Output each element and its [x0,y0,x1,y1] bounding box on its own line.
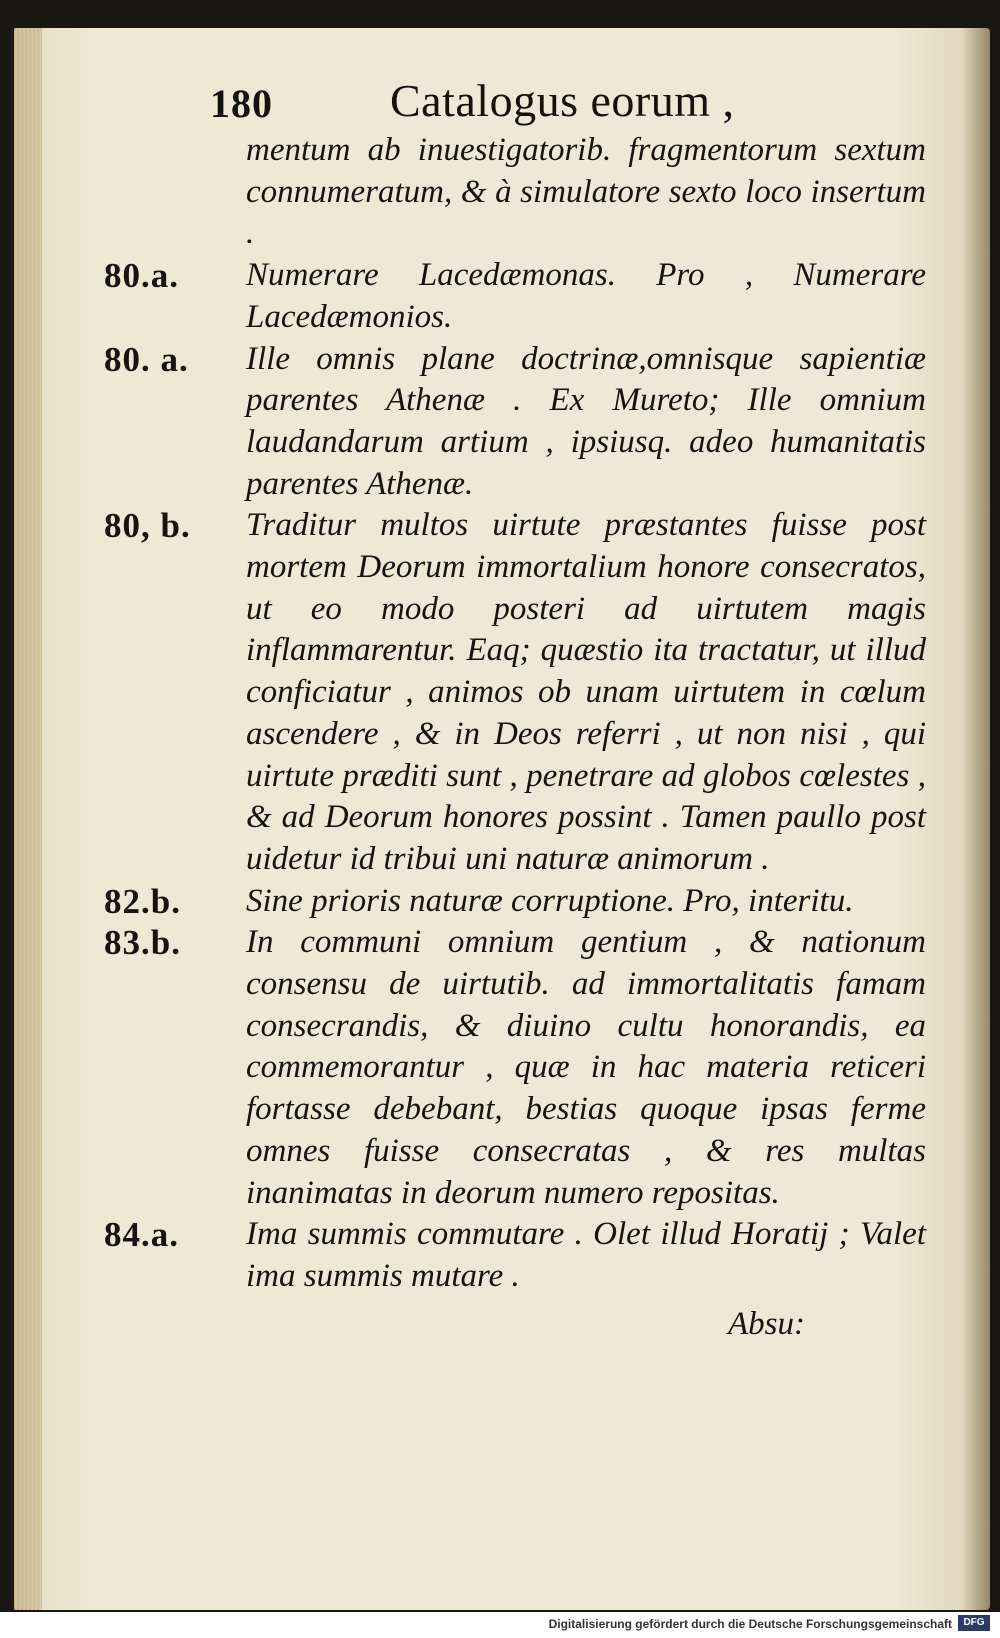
entry-reference: 82.b. [104,881,181,921]
entry-83b [104,922,926,1214]
entry-80b [104,505,926,880]
entry-reference: 83.b. [104,923,181,963]
entry-text: Sine prioris naturæ corruptione. Pro, interitu. [246,882,854,919]
page-edge-left [14,28,42,1610]
entry-text: Numerare Lacedæmonas. Pro , Numerare Lacedæmonios. [246,257,926,335]
digitization-credit: Digitalisierung gefördert durch die Deutsche Forschungsgemeinschaft [548,1617,952,1631]
entry-text: In communi omnium gentium , & nationum consensu de uirtutib. ad immortalitatis famam consecrandis, & diuino cultu honorandis, ea commemorantur , quæ in hac materia reticeri fortasse debebant, bestias quoque ipsas ferme omnes fuisse consecratas , & res multas inanimatas in deorum numero repositas. [246,924,926,1211]
entry-80a-second [104,339,926,506]
entry-text: mentum ab inuestigatorib. fragmentorum sextum connumeratum, & à simulatore sexto loco insertum . [246,132,926,252]
entry-reference: 84.a. [104,1215,179,1255]
page-header [210,74,770,134]
entry-84a [104,1214,926,1297]
entry-text: Traditur multos uirtute præstantes fuisse post mortem Deorum immortalium honore consecratos, ut eo modo posteri ad uirtutem magis inflammarentur. Eaq; quæstio ita tractatur, ut illud conficiatur , animos ob unam uirtutem in cœlum ascendere , & in Deos referri , ut non nisi , qui uirtute præditi sunt , penetrare ad globos cœlestes , & ad Deorum honores possint . Tamen paullo post uidetur id tribui uni naturæ animorum . [246,507,926,877]
entry-text: Ille omnis plane doctrinæ,omnisque sapientiæ parentes Athenæ . Ex Mureto; Ille omnium laudandarum artium , ipsiusq. adeo humanitatis parentes Athenæ. [246,340,926,502]
entry-reference: 80, b. [104,506,191,546]
entry-82b [104,881,926,923]
entry-reference: 80.a. [104,256,179,296]
dfg-logo: DFG [958,1615,990,1631]
entry-80a-first [104,255,926,338]
entry-text: Ima summis commutare . Olet illud Horatij ; Valet ima summis mutare . [246,1216,926,1294]
page-number: 180 [210,81,273,126]
running-head: Catalogus eorum , [390,75,735,126]
catchword: Absu: [728,1306,805,1342]
page-body [104,130,926,1298]
entry-reference: 80. a. [104,339,189,379]
entry-continuation [104,130,926,255]
page-edge-right [960,28,990,1610]
